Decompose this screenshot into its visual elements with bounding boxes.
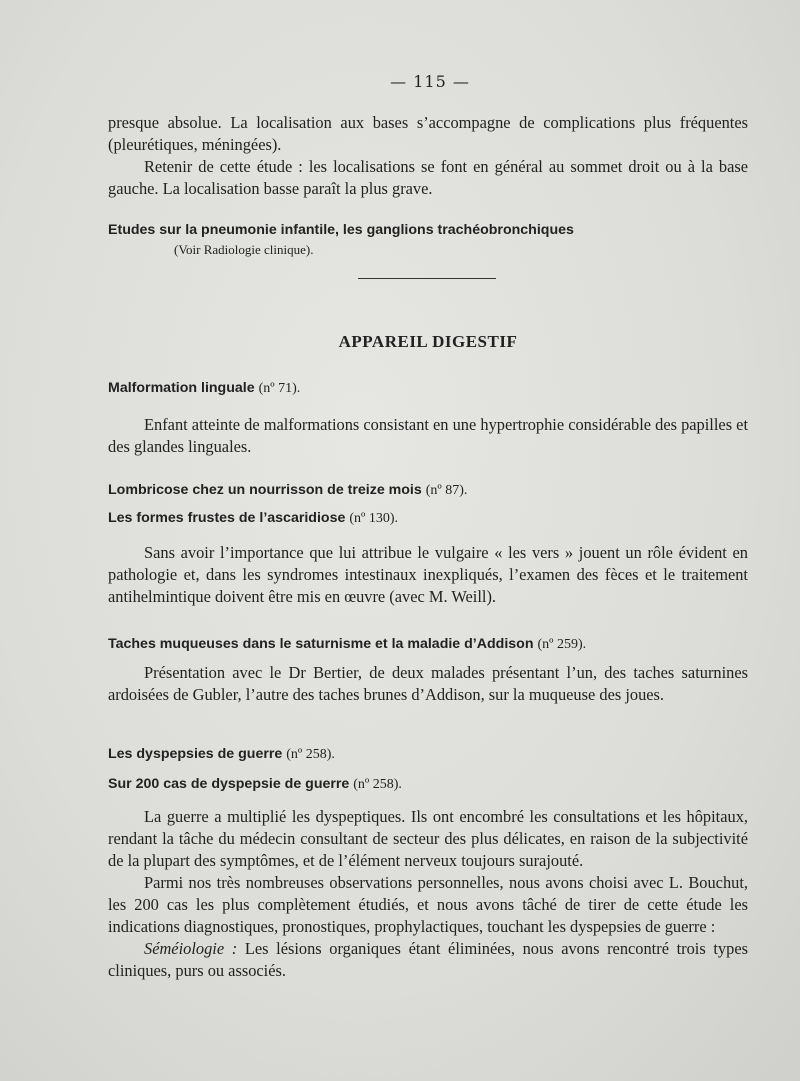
heading-pneumonie — [108, 220, 768, 240]
paragraph-text: Sans avoir l’importance que lui attribue le vulgaire « les vers » jouent un rôle évident en pathologie et, dans les syndromes intestinaux inexpliqués, l’examen des fèces et le traitement antihelmintique doivent être mis en œuvre (avec M. Weill). — [108, 543, 748, 606]
paragraph-malformation — [108, 414, 748, 458]
paragraph-text: Présentation avec le Dr Bertier, de deux malades présentant l’un, des taches saturnines ardoisées de Gubler, l’autre des taches brunes d’Addison, sur la muqueuse des joues. — [108, 663, 748, 704]
heading-malformation — [108, 378, 768, 399]
heading-ref: (nº 71). — [258, 381, 301, 396]
paragraph-continuation — [108, 112, 748, 200]
heading-200-cas — [108, 774, 768, 795]
heading-title: Taches muqueuses dans le saturnisme et la maladie d’Addison — [108, 636, 534, 652]
heading-note: (Voir Radiologie clinique). — [174, 242, 314, 257]
heading-ref: (nº 258). — [353, 777, 402, 792]
paragraph-text: Enfant atteinte de malformations consistant en une hypertrophie considérable des papilles et des glandes linguales. — [108, 415, 748, 456]
paragraph-taches — [108, 662, 748, 706]
heading-ref: (nº 87). — [425, 483, 468, 498]
heading-title: Etudes sur la pneumonie infantile, les ganglions trachéobronchiques — [108, 222, 574, 238]
section-divider — [358, 278, 496, 279]
semeiologie-label: Séméiologie : — [144, 939, 238, 958]
heading-title: Les formes frustes de l’ascaridiose — [108, 510, 346, 526]
heading-title: Lombricose chez un nourrisson de treize mois — [108, 482, 422, 498]
paragraph-text: presque absolue. La localisation aux bases s’accompagne de complications plus fréquentes (pleurétiques, méningées). — [108, 113, 748, 154]
paragraph-dyspepsie-guerre — [108, 806, 748, 982]
heading-ascaridiose — [108, 508, 768, 529]
heading-title: Les dyspepsies de guerre — [108, 746, 283, 762]
paragraph-ascaridiose — [108, 542, 748, 608]
heading-ref: (nº 258). — [286, 747, 335, 762]
paragraph-text: Retenir de cette étude : les localisations se font en général au sommet droit ou à la base gauche. La localisation basse paraît la plus grave. — [108, 157, 748, 198]
section-title: APPAREIL DIGESTIF — [338, 332, 518, 351]
heading-ref: (nº 259). — [537, 637, 587, 652]
paragraph-semeiologie — [108, 938, 748, 982]
heading-title: Sur 200 cas de dyspepsie de guerre — [108, 776, 350, 792]
heading-dyspepsies — [108, 744, 768, 765]
paragraph-text: La guerre a multiplié les dyspeptiques. Ils ont encombré les consultations et les hôpitaux, rendant la tâche du médecin consultant de secteur des plus délicates, en raison de la subjectivité de la plupart des symptômes, et de l’élément nerveux toujours surajouté. — [108, 807, 748, 870]
paragraph-text: Parmi nos très nombreuses observations personnelles, nous avons choisi avec L. Bouchut, les 200 cas les plus complètement étudiés, et nous avons tâché de tirer de cette étude les indications diagnostiques, pronostiques, prophylactiques, touchant les dyspepsies de guerre : — [108, 873, 748, 936]
page-number: — 115 — — [390, 72, 470, 91]
heading-title: Malformation linguale — [108, 380, 255, 396]
semeiologie-text: Les lésions organiques étant éliminées, nous avons rencontré trois types cliniques, purs ou associés. — [108, 939, 748, 980]
heading-lombricose — [108, 480, 768, 501]
heading-taches — [108, 634, 768, 655]
heading-ref: (nº 130). — [349, 511, 398, 526]
